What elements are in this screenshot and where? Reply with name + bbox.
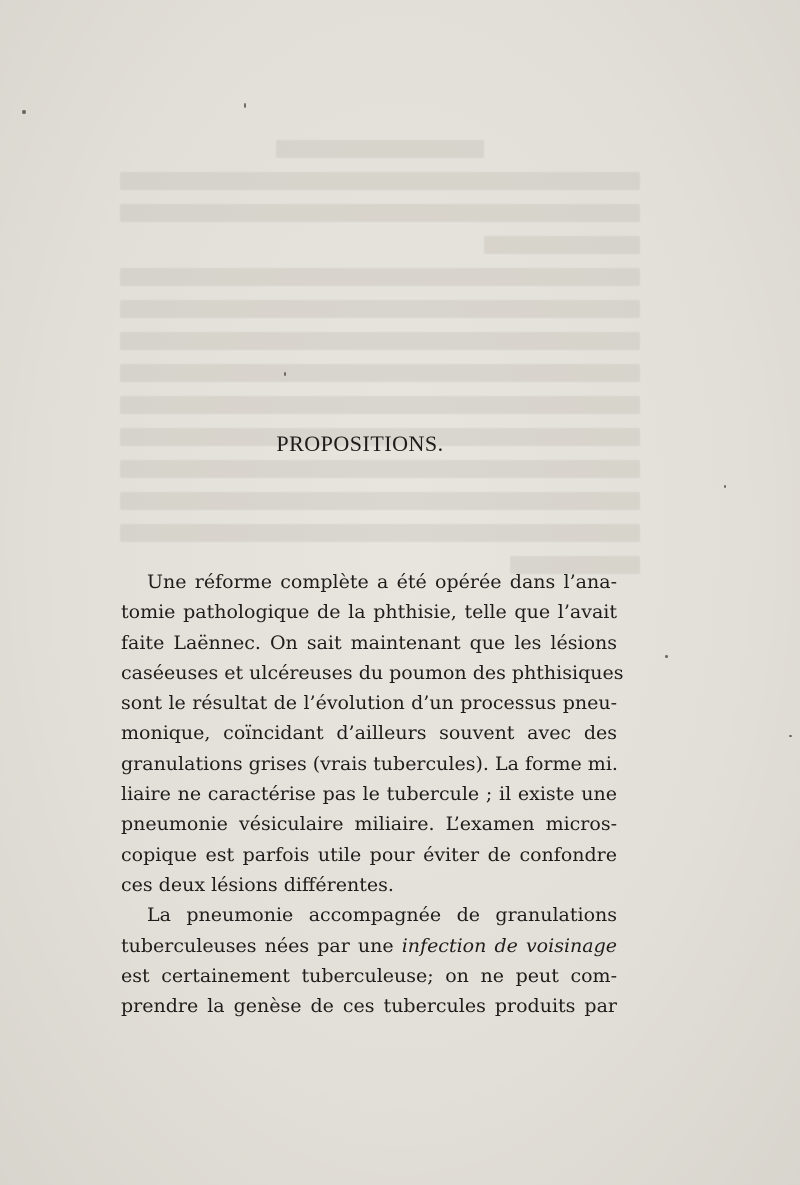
text-line: sont le résultat de l’évolution d’un processus pneu- bbox=[121, 692, 617, 715]
reverse-side-show-through bbox=[120, 140, 640, 560]
text-line: prendre la genèse de ces tubercules produits par bbox=[121, 995, 617, 1018]
text-line: liaire ne caractérise pas le tubercule ; il existe une bbox=[121, 783, 617, 806]
text-line: ces deux lésions différentes. bbox=[121, 873, 394, 896]
italic-phrase: infection de voisinage bbox=[401, 934, 617, 957]
text-line: faite Laënnec. On sait maintenant que les lésions bbox=[121, 631, 617, 654]
text-segment: tuberculeuses nées par une bbox=[121, 934, 402, 957]
paragraph-2 bbox=[121, 900, 617, 1021]
text-line: copique est parfois utile pour éviter de confondre bbox=[121, 843, 617, 866]
text-line: est certainement tuberculeuse; on ne peut com- bbox=[121, 964, 617, 987]
text-line: pneumonie vésiculaire miliaire. L’examen micros- bbox=[121, 813, 617, 836]
text-line: Une réforme complète a été opérée dans l’ana- bbox=[147, 571, 617, 593]
text-line: La pneumonie accompagnée de granulations bbox=[147, 904, 617, 927]
text-line: monique, coïncidant d’ailleurs souvent avec des bbox=[121, 722, 617, 745]
paragraph-1 bbox=[121, 567, 624, 900]
text-line: granulations grises (vrais tubercules). La forme mi. bbox=[121, 752, 618, 775]
page-title: PROPOSITIONS. bbox=[276, 431, 444, 456]
text-line bbox=[121, 931, 617, 961]
text-line: caséeuses et ulcéreuses du poumon des phthisiques bbox=[121, 661, 624, 684]
text-line: tomie pathologique de la phthisie, telle que l’avait bbox=[121, 601, 617, 624]
body-text bbox=[121, 567, 624, 1021]
